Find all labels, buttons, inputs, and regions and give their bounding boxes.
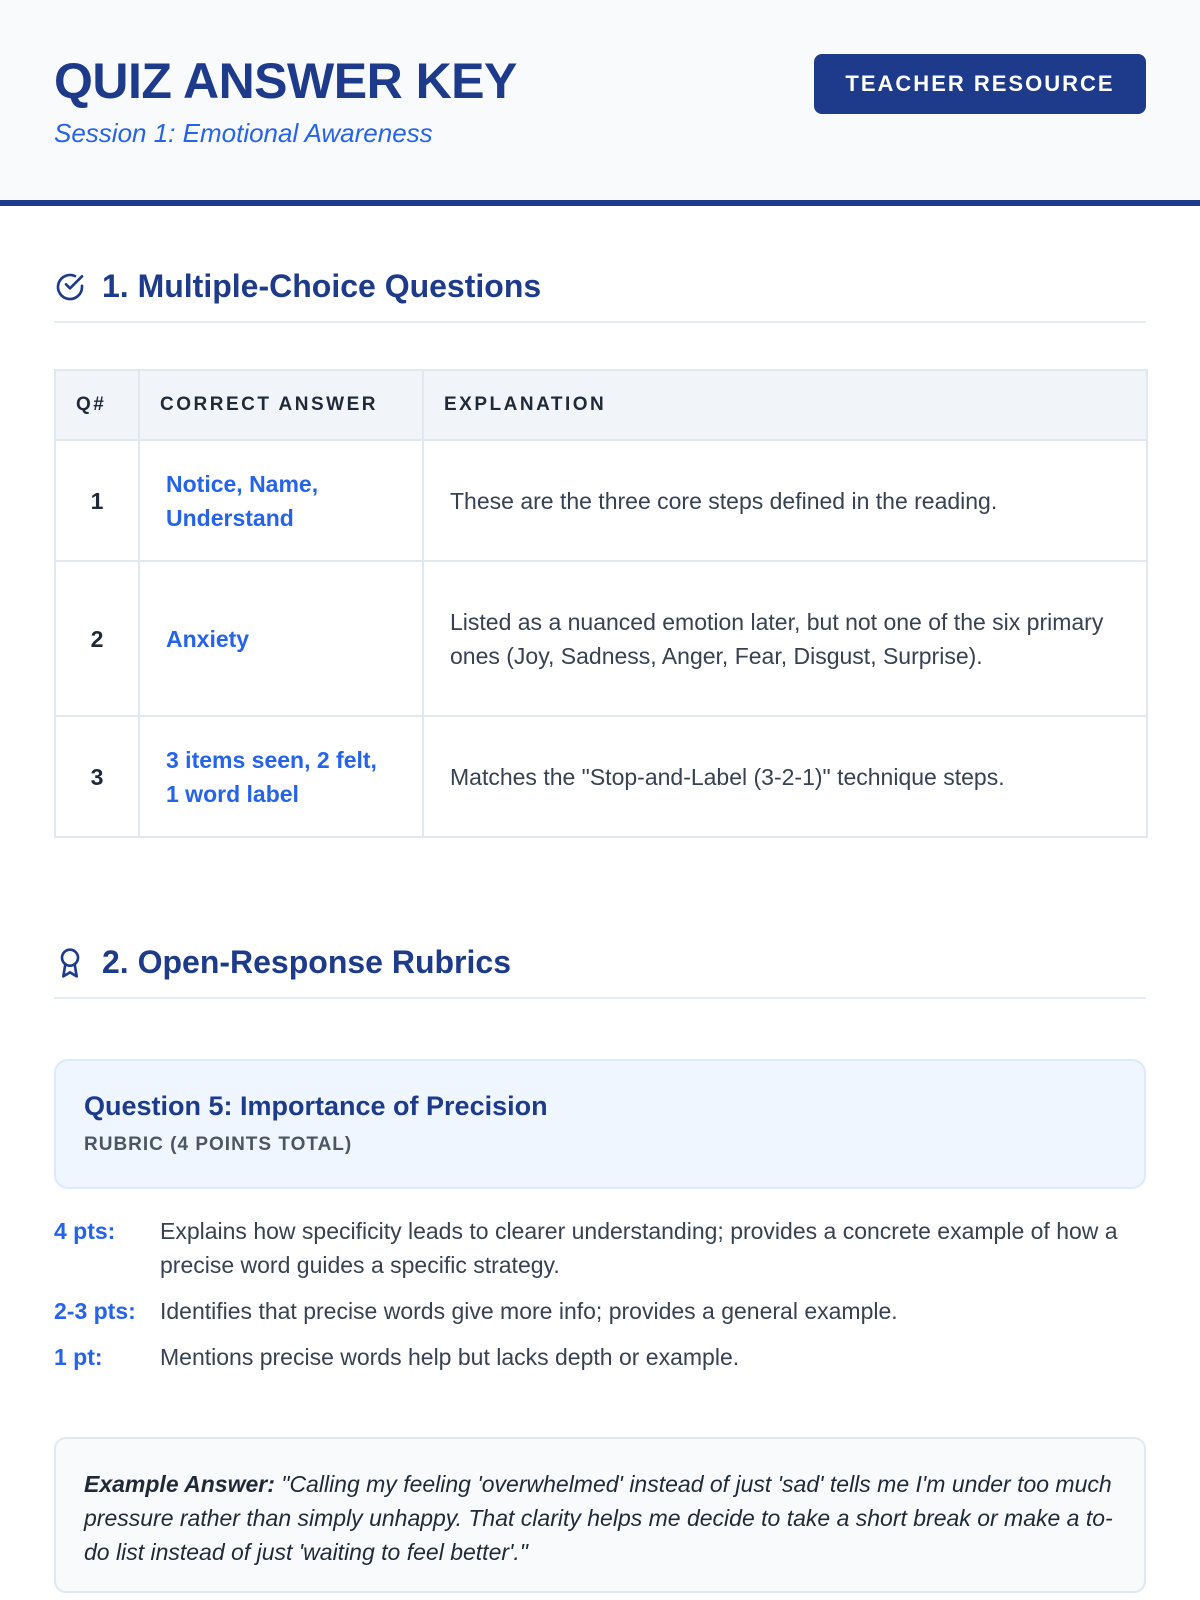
award-ribbon-icon xyxy=(54,946,88,980)
list-item xyxy=(54,1340,1146,1374)
correct-answer: Notice, Name, Understand xyxy=(139,440,423,561)
correct-answer: Anxiety xyxy=(139,561,423,716)
question-number: 2 xyxy=(55,561,139,716)
list-item xyxy=(54,1214,1146,1282)
rubric-question-title: Question 5: Importance of Precision xyxy=(84,1091,548,1121)
check-circle-icon xyxy=(54,270,88,304)
explanation: These are the three core steps defined in the reading. xyxy=(423,440,1147,561)
criterion-points: 1 pt: xyxy=(54,1344,103,1370)
mcq-answer-table xyxy=(54,369,1148,838)
criterion-description: Mentions precise words help but lacks depth or example. xyxy=(160,1344,740,1370)
criterion-description: Identifies that precise words give more info; provides a general example. xyxy=(160,1298,898,1324)
criterion-points: 2-3 pts: xyxy=(54,1298,136,1324)
table-row xyxy=(55,561,1147,716)
explanation: Matches the "Stop-and-Label (3-2-1)" technique steps. xyxy=(423,716,1147,837)
teacher-resource-badge: TEACHER RESOURCE xyxy=(814,54,1146,114)
list-item xyxy=(54,1294,1146,1328)
col-header-qnum: Q# xyxy=(55,370,139,440)
example-answer-box xyxy=(54,1437,1146,1593)
example-answer-label: Example Answer: xyxy=(84,1471,275,1497)
example-answer-text: "Calling my feeling 'overwhelmed' instead of just 'sad' tells me I'm under too much pressure rather than simply unhappy. That clarity helps me decide to take a short break or make a to-do list instead of just 'waiting to feel better'." xyxy=(84,1471,1113,1565)
question-number: 3 xyxy=(55,716,139,837)
col-header-explanation: EXPLANATION xyxy=(423,370,1147,440)
criterion-description: Explains how specificity leads to clearer understanding; provides a concrete example of how a precise word guides a specific strategy. xyxy=(160,1218,1118,1278)
page-header xyxy=(0,0,1200,206)
table-header-row xyxy=(55,370,1147,440)
section-mcq-title: 1. Multiple-Choice Questions xyxy=(102,268,542,304)
section-rubrics-title: 2. Open-Response Rubrics xyxy=(102,944,511,980)
section-rubrics-heading xyxy=(54,944,1146,999)
correct-answer: 3 items seen, 2 felt, 1 word label xyxy=(139,716,423,837)
page-title: QUIZ ANSWER KEY xyxy=(54,53,517,109)
criterion-points: 4 pts: xyxy=(54,1218,116,1244)
page-subtitle: Session 1: Emotional Awareness xyxy=(54,118,433,148)
rubric-question-card xyxy=(54,1059,1146,1189)
col-header-answer: CORRECT ANSWER xyxy=(139,370,423,440)
question-number: 1 xyxy=(55,440,139,561)
rubric-criteria-list xyxy=(54,1214,1146,1386)
explanation: Listed as a nuanced emotion later, but not one of the six primary ones (Joy, Sadness, Anger, Fear, Disgust, Surprise). xyxy=(423,561,1147,716)
section-mcq-heading xyxy=(54,268,1146,323)
table-row xyxy=(55,716,1147,837)
rubric-points-subtitle: RUBRIC (4 POINTS TOTAL) xyxy=(84,1134,353,1155)
table-row xyxy=(55,440,1147,561)
